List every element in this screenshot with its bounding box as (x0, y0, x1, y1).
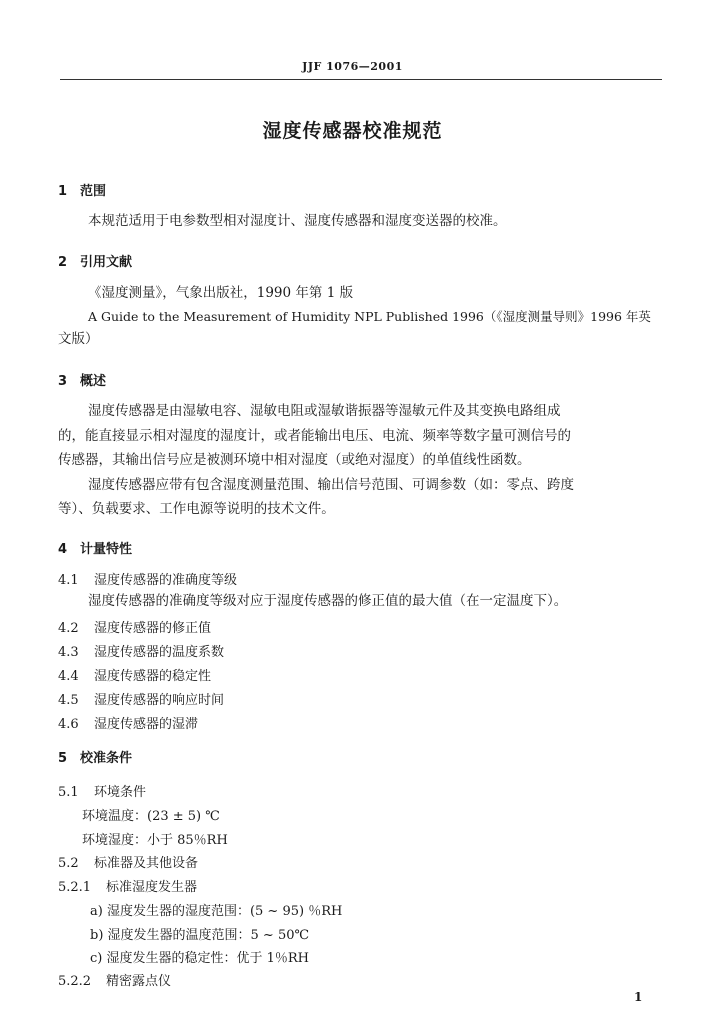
subsection-number: 5.2 (58, 856, 79, 871)
list-item-b: b) 湿度发生器的温度范围：5 ~ 50℃ (90, 928, 310, 943)
overview-p1-line-1: 湿度传感器是由湿敏电容、湿敏电阻或湿敏谐振器等湿敏元件及其变换电路组成 (88, 403, 561, 419)
subsection-number: 4.5 (58, 693, 79, 708)
subsection-title: 湿度传感器的修正值 (94, 621, 212, 636)
overview-p2-line-2: 等）、负载要求、工作电源等说明的技术文件。 (58, 501, 335, 517)
overview-p1-line-3: 传感器，其输出信号应是被测环境中相对湿度（或绝对湿度）的单值线性函数。 (58, 452, 531, 468)
subsection-title: 标准器及其他设备 (94, 856, 199, 871)
section-3-heading (58, 370, 106, 389)
page-number: 1 (634, 990, 643, 1004)
subsection-number: 5.2.1 (58, 880, 92, 895)
section-1-text: 本规范适用于电参数型相对湿度计、湿度传感器和湿度变送器的校准。 (88, 213, 507, 229)
subsection-title: 湿度传感器的湿滞 (94, 717, 199, 732)
section-title: 校准条件 (80, 751, 133, 766)
header-rule (60, 79, 662, 80)
subsection-title: 湿度传感器的准确度等级 (94, 573, 238, 588)
section-number: 2 (58, 255, 68, 270)
overview-p2-line-1: 湿度传感器应带有包含湿度测量范围、输出信号范围、可调参数（如：零点、跨度 (88, 477, 574, 493)
section-5-heading (58, 747, 132, 766)
subsection-number: 4.4 (58, 669, 79, 684)
subsection-4-1-description: 湿度传感器的准确度等级对应于湿度传感器的修正值的最大值（在一定温度下）。 (88, 593, 568, 609)
subsection-4-6 (58, 713, 198, 732)
subsection-4-2 (58, 617, 211, 636)
subsection-5-2 (58, 852, 198, 871)
environment-temperature: 环境温度：(23 ± 5) ℃ (82, 809, 220, 824)
list-item-a: a) 湿度发生器的湿度范围：(5 ~ 95) ％RH (90, 904, 343, 919)
subsection-4-1 (58, 569, 237, 588)
subsection-number: 4.2 (58, 621, 79, 636)
section-title: 概述 (80, 374, 107, 389)
subsection-title: 湿度传感器的稳定性 (94, 669, 212, 684)
subsection-4-4 (58, 665, 211, 684)
section-number: 1 (58, 184, 68, 199)
subsection-number: 4.6 (58, 717, 79, 732)
reference-2-line-2: 文版） (58, 331, 99, 347)
subsection-title: 精密露点仪 (106, 974, 172, 989)
subsection-title: 标准湿度发生器 (106, 880, 198, 895)
section-title: 引用文献 (80, 255, 133, 270)
section-title: 计量特性 (80, 542, 133, 557)
subsection-number: 5.1 (58, 785, 79, 800)
page-title: 湿度传感器校准规范 (262, 120, 443, 142)
subsection-4-3 (58, 641, 224, 660)
subsection-5-1 (58, 781, 146, 800)
section-1-heading (58, 180, 106, 199)
subsection-number: 4.1 (58, 573, 79, 588)
subsection-title: 湿度传感器的响应时间 (94, 693, 225, 708)
section-number: 5 (58, 751, 68, 766)
subsection-title: 湿度传感器的温度系数 (94, 645, 225, 660)
subsection-5-2-1 (58, 876, 197, 895)
environment-humidity: 环境湿度：小于 85％RH (82, 833, 228, 848)
subsection-number: 4.3 (58, 645, 79, 660)
subsection-number: 5.2.2 (58, 974, 92, 989)
subsection-title: 环境条件 (94, 785, 147, 800)
list-item-c: c) 湿度发生器的稳定性：优于 1％RH (90, 951, 310, 966)
section-2-heading (58, 251, 132, 270)
overview-p1-line-2: 的，能直接显示相对湿度的湿度计，或者能输出电压、电流、频率等数字量可测信号的 (58, 428, 571, 444)
document-code-header: JJF 1076—2001 (302, 60, 403, 73)
section-number: 4 (58, 542, 68, 557)
reference-2-line-1: A Guide to the Measurement of Humidity NPL Published 1996（《湿度测量导则》1996 年英 (88, 309, 651, 324)
subsection-4-5 (58, 689, 224, 708)
subsection-5-2-2 (58, 970, 171, 989)
section-4-heading (58, 538, 132, 557)
section-number: 3 (58, 374, 68, 389)
section-title: 范围 (80, 184, 107, 199)
reference-1: 《湿度测量》，气象出版社，1990 年第 1 版 (88, 285, 354, 301)
